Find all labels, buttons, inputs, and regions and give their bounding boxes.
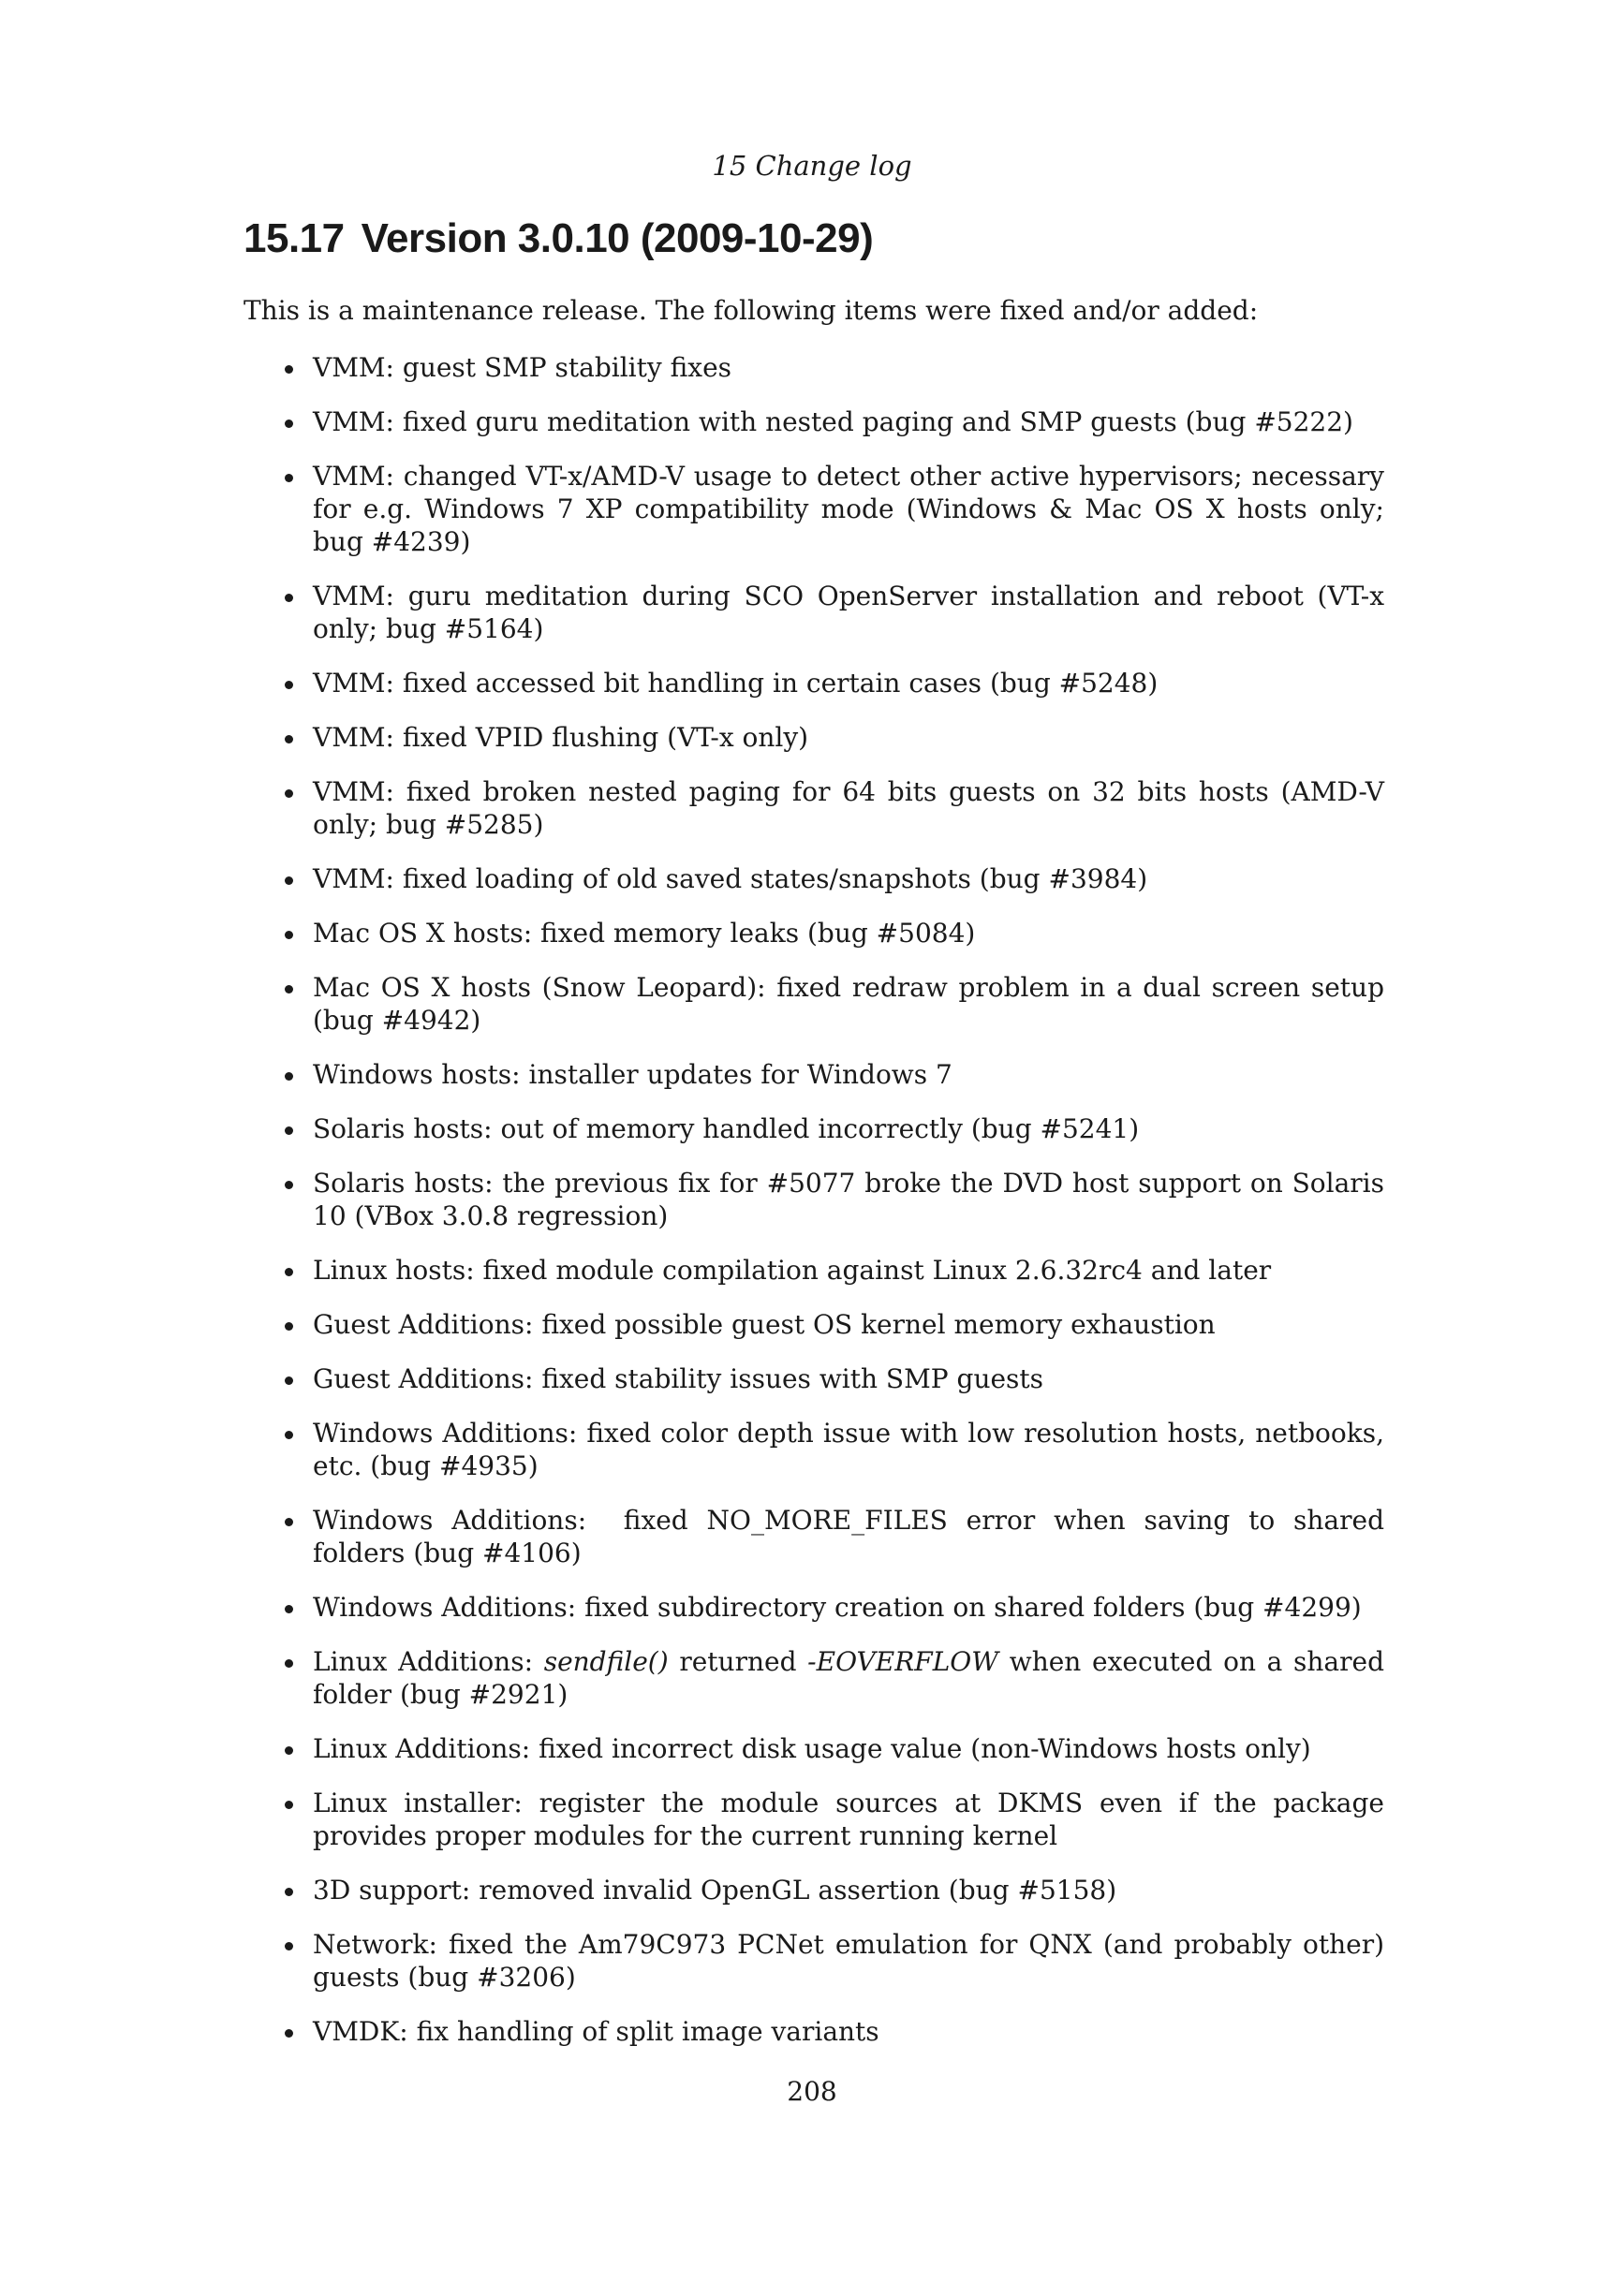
changelog-list <box>279 351 1393 2069</box>
bullet-icon <box>285 1746 293 1755</box>
bullet-icon <box>285 1268 293 1276</box>
list-item-text <box>313 1646 1384 1710</box>
list-item-text: Linux hosts: fixed module compilation against Linux 2.6.32rc4 and later <box>313 1255 1272 1286</box>
bullet-icon <box>285 1659 293 1668</box>
section-title-text: Version 3.0.10 (2009-10-29) <box>361 215 874 261</box>
list-item-text: Mac OS X hosts: fixed memory leaks (bug #5084) <box>313 918 976 949</box>
bullet-icon <box>285 2029 293 2038</box>
bullet-icon <box>285 985 293 993</box>
list-item-text: VMM: fixed guru meditation with nested paging and SMP guests (bug #5222) <box>313 406 1353 437</box>
list-item <box>279 580 1384 645</box>
intro-paragraph: This is a maintenance release. The following items were fixed and/or added: <box>244 295 1259 326</box>
list-item <box>279 1504 1393 1569</box>
list-item <box>279 1308 1384 1341</box>
list-item-text: Windows Additions: fixed subdirectory creation on shared folders (bug #4299) <box>313 1592 1362 1623</box>
list-item <box>279 1787 1384 1852</box>
bullet-icon <box>285 789 293 798</box>
list-item <box>279 1732 1384 1765</box>
list-item-text: Mac OS X hosts (Snow Leopard): fixed redraw problem in a dual screen setup (bug #4942) <box>313 972 1384 1036</box>
list-item <box>279 1591 1384 1624</box>
list-item <box>279 1928 1384 1994</box>
list-item <box>279 1167 1384 1232</box>
section-number: 15.17 <box>244 215 345 261</box>
list-item-text: Windows hosts: installer updates for Windows 7 <box>313 1059 952 1090</box>
list-item-text: Linux Additions: fixed incorrect disk usage value (non-Windows hosts only) <box>313 1733 1311 1764</box>
bullet-icon <box>285 474 293 482</box>
list-item <box>279 721 1384 754</box>
bullet-icon <box>285 1942 293 1950</box>
list-item <box>279 351 1384 384</box>
list-item <box>279 1362 1384 1395</box>
list-item-text: VMDK: fix handling of split image variants <box>313 2016 879 2047</box>
bullet-icon <box>285 1888 293 1896</box>
bullet-icon <box>285 594 293 602</box>
list-item-text: Solaris hosts: out of memory handled incorrectly (bug #5241) <box>313 1113 1140 1144</box>
list-item-text: Network: fixed the Am79C973 PCNet emulation for QNX (and probably other) guests (bug #3206) <box>313 1929 1384 1993</box>
list-item <box>279 1645 1384 1711</box>
list-item-text: VMM: guru meditation during SCO OpenServer installation and reboot (VT-x only; bug #5164) <box>313 581 1384 644</box>
bullet-icon <box>285 1126 293 1135</box>
list-item-text: VMM: fixed loading of old saved states/snapshots (bug #3984) <box>313 863 1148 894</box>
list-item-suffix: when executed on a shared folder (bug #2921) <box>313 1646 1385 1710</box>
list-item <box>279 405 1384 438</box>
bullet-icon <box>285 1431 293 1439</box>
list-item <box>279 1112 1384 1145</box>
page-number: 208 <box>787 2076 837 2107</box>
bullet-icon <box>285 1801 293 1809</box>
bullet-icon <box>285 735 293 743</box>
list-item-text: Windows Additions: fixed color depth issue with low resolution hosts, netbooks, etc. (bug #4935) <box>313 1418 1384 1481</box>
list-item <box>279 971 1384 1037</box>
bullet-icon <box>285 1605 293 1613</box>
list-item <box>279 862 1384 895</box>
list-item-text: VMM: changed VT-x/AMD-V usage to detect other active hypervisors; necessary for e.g. Windows 7 XP compatibility mode (Windows & Mac OS X hosts only; bug #4239) <box>313 461 1384 557</box>
bullet-icon <box>285 1072 293 1081</box>
bullet-icon <box>285 1322 293 1331</box>
list-item-text: VMM: guest SMP stability fixes <box>313 352 732 383</box>
list-item <box>279 1058 1384 1091</box>
list-item-text: Linux installer: register the module sources at DKMS even if the package provides proper modules for the current running kernel <box>313 1788 1384 1851</box>
list-item-middle: returned <box>668 1646 808 1677</box>
bullet-icon <box>285 681 293 689</box>
bullet-icon <box>285 1518 293 1526</box>
list-item-text: VMM: fixed broken nested paging for 64 bits guests on 32 bits hosts (AMD-V only; bug #5285) <box>313 776 1384 840</box>
list-item <box>279 667 1384 699</box>
list-item <box>279 917 1384 949</box>
code-eoverflow: -EOVERFLOW <box>807 1646 999 1677</box>
list-item-text: Windows Additions: fixed NO_MORE_FILES error when saving to shared folders (bug #4106) <box>313 1505 1393 1568</box>
list-item-prefix: Linux Additions: <box>313 1646 544 1677</box>
bullet-icon <box>285 931 293 939</box>
code-sendfile: sendfile() <box>543 1646 669 1677</box>
list-item-text: VMM: fixed accessed bit handling in certain cases (bug #5248) <box>313 668 1159 699</box>
bullet-icon <box>285 419 293 428</box>
list-item <box>279 775 1384 841</box>
list-item <box>279 1254 1384 1287</box>
list-item <box>279 2015 1384 2048</box>
bullet-icon <box>285 1376 293 1385</box>
bullet-icon <box>285 876 293 885</box>
section-title <box>244 215 873 262</box>
list-item <box>279 460 1384 558</box>
bullet-icon <box>285 1181 293 1189</box>
list-item-text: Solaris hosts: the previous fix for #5077 broke the DVD host support on Solaris 10 (VBox 3.0.8 regression) <box>313 1168 1384 1231</box>
running-header: 15 Change log <box>712 150 912 182</box>
list-item <box>279 1417 1384 1482</box>
list-item-text: VMM: fixed VPID flushing (VT-x only) <box>313 722 809 753</box>
list-item-text: 3D support: removed invalid OpenGL assertion (bug #5158) <box>313 1875 1117 1906</box>
list-item-text: Guest Additions: fixed possible guest OS kernel memory exhaustion <box>313 1309 1216 1340</box>
list-item <box>279 1874 1384 1906</box>
list-item-text: Guest Additions: fixed stability issues with SMP guests <box>313 1363 1044 1394</box>
bullet-icon <box>285 365 293 374</box>
